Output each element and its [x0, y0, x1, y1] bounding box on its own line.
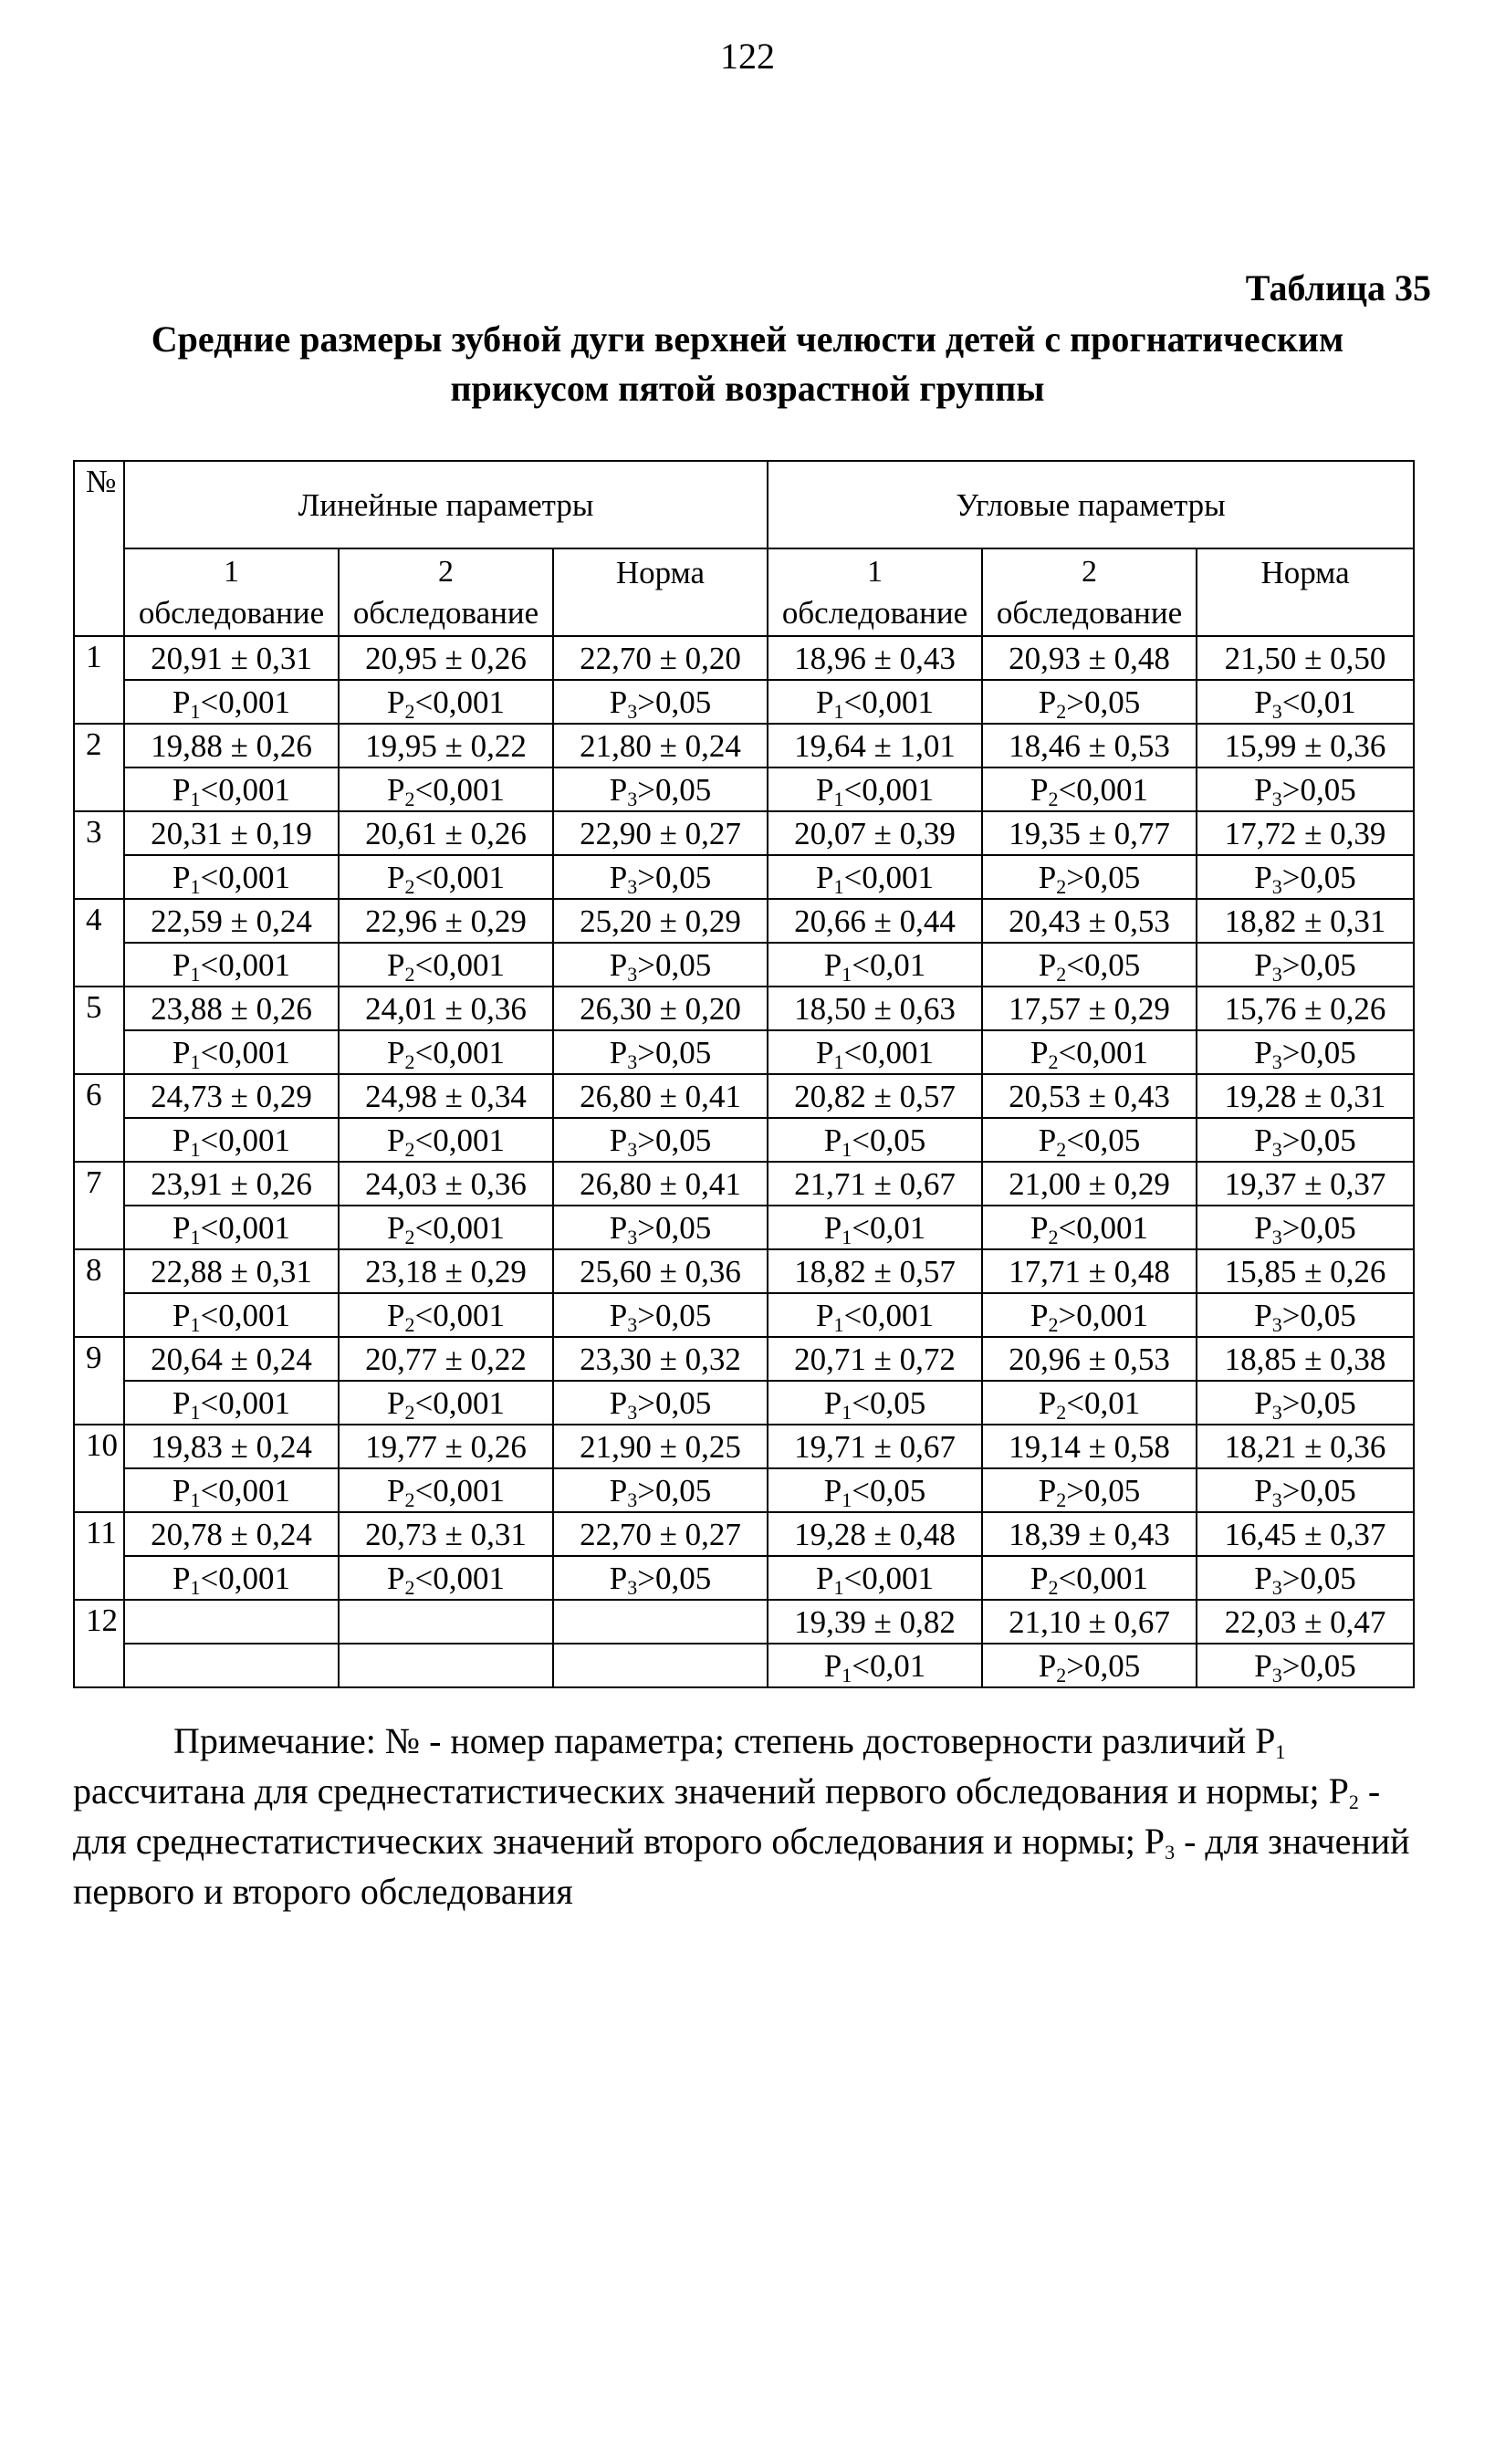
table-row-pvalues — [74, 943, 1414, 987]
table-row-values — [74, 1425, 1414, 1468]
value-cell: 18,85 ± 0,38 — [1197, 1337, 1414, 1381]
row-number: 8 — [74, 1249, 124, 1337]
value-cell: 20,73 ± 0,31 — [339, 1512, 553, 1556]
value-cell — [553, 1600, 768, 1644]
p-value-cell: $P_2<0,001$ — [339, 680, 553, 724]
header-sub-cell: 2 обследование — [982, 548, 1197, 636]
p-value-cell: $P_3>0,05$ — [1197, 1644, 1414, 1687]
value-cell: 20,66 ± 0,44 — [768, 899, 982, 943]
value-cell: 20,93 ± 0,48 — [982, 636, 1197, 680]
p-value-cell: $P_2>0,05$ — [982, 855, 1197, 899]
p-value-cell: $P_3>0,05$ — [553, 855, 768, 899]
value-cell: 21,71 ± 0,67 — [768, 1162, 982, 1206]
p-value-cell: $P_2<0,001$ — [339, 855, 553, 899]
value-cell: 19,28 ± 0,48 — [768, 1512, 982, 1556]
value-cell: 18,21 ± 0,36 — [1197, 1425, 1414, 1468]
value-cell: 26,30 ± 0,20 — [553, 987, 768, 1030]
header-row-groups — [74, 461, 1414, 548]
table-row-pvalues — [74, 1030, 1414, 1074]
table-row-pvalues — [74, 680, 1414, 724]
p-value-cell: $P_1<0,05$ — [768, 1118, 982, 1162]
value-cell: 24,01 ± 0,36 — [339, 987, 553, 1030]
value-cell: 26,80 ± 0,41 — [553, 1074, 768, 1118]
p-value-cell: $P_3>0,05$ — [553, 680, 768, 724]
p-value-cell: $P_2<0,001$ — [982, 1556, 1197, 1600]
value-cell: 21,80 ± 0,24 — [553, 724, 768, 767]
p-value-cell: $P_1<0,001$ — [124, 943, 339, 987]
p-value-cell: $P_1<0,001$ — [124, 1030, 339, 1074]
value-cell: 24,98 ± 0,34 — [339, 1074, 553, 1118]
value-cell: 19,88 ± 0,26 — [124, 724, 339, 767]
p-value-cell: $P_2>0,05$ — [982, 1644, 1197, 1687]
value-cell: 17,72 ± 0,39 — [1197, 811, 1414, 855]
p-value-cell: $P_3>0,05$ — [1197, 1293, 1414, 1337]
value-cell: 20,43 ± 0,53 — [982, 899, 1197, 943]
p-value-cell: $P_1<0,001$ — [124, 1206, 339, 1249]
value-cell: 22,70 ± 0,20 — [553, 636, 768, 680]
value-cell: 20,71 ± 0,72 — [768, 1337, 982, 1381]
row-number: 12 — [74, 1600, 124, 1687]
table-row-pvalues — [74, 1206, 1414, 1249]
table-row-pvalues — [74, 1381, 1414, 1425]
value-cell: 25,20 ± 0,29 — [553, 899, 768, 943]
p-value-cell: $P_2<0,001$ — [982, 767, 1197, 811]
p-value-cell: $P_1<0,001$ — [768, 767, 982, 811]
p-value-cell: $P_1<0,01$ — [768, 1644, 982, 1687]
p-value-cell: $P_3>0,05$ — [553, 1556, 768, 1600]
value-cell: 19,64 ± 1,01 — [768, 724, 982, 767]
value-cell: 20,91 ± 0,31 — [124, 636, 339, 680]
p-value-cell: $P_3>0,05$ — [1197, 943, 1414, 987]
p-value-cell: $P_3>0,05$ — [553, 1381, 768, 1425]
p-value-cell: $P_1<0,001$ — [768, 855, 982, 899]
table-row-pvalues — [74, 1556, 1414, 1600]
value-cell: 25,60 ± 0,36 — [553, 1249, 768, 1293]
value-cell: 20,82 ± 0,57 — [768, 1074, 982, 1118]
p-value-cell — [553, 1644, 768, 1687]
p-value-cell — [124, 1644, 339, 1687]
value-cell: 21,50 ± 0,50 — [1197, 636, 1414, 680]
p-value-cell: $P_3<0,01$ — [1197, 680, 1414, 724]
value-cell: 20,31 ± 0,19 — [124, 811, 339, 855]
value-cell: 22,96 ± 0,29 — [339, 899, 553, 943]
value-cell: 24,03 ± 0,36 — [339, 1162, 553, 1206]
p-value-cell — [339, 1644, 553, 1687]
table-row-values — [74, 1337, 1414, 1381]
value-cell: 19,35 ± 0,77 — [982, 811, 1197, 855]
table-title — [55, 315, 1440, 413]
header-linear-params: Линейные параметры — [124, 461, 768, 548]
value-cell: 17,57 ± 0,29 — [982, 987, 1197, 1030]
value-cell: 23,18 ± 0,29 — [339, 1249, 553, 1293]
value-cell: 18,82 ± 0,57 — [768, 1249, 982, 1293]
header-angular-params: Угловые параметры — [768, 461, 1414, 548]
p-value-cell: $P_1<0,001$ — [124, 680, 339, 724]
p-value-cell: $P_3>0,05$ — [1197, 1556, 1414, 1600]
p-value-cell: $P_3>0,05$ — [553, 1468, 768, 1512]
value-cell: 18,46 ± 0,53 — [982, 724, 1197, 767]
value-cell: 19,77 ± 0,26 — [339, 1425, 553, 1468]
p-value-cell: $P_3>0,05$ — [1197, 1030, 1414, 1074]
p-value-cell: $P_1<0,001$ — [124, 1556, 339, 1600]
value-cell: 22,03 ± 0,47 — [1197, 1600, 1414, 1644]
value-cell: 19,28 ± 0,31 — [1197, 1074, 1414, 1118]
value-cell — [124, 1600, 339, 1644]
table-row-pvalues — [74, 767, 1414, 811]
p-value-cell: $P_3>0,05$ — [1197, 1118, 1414, 1162]
p-value-cell: $P_2<0,05$ — [982, 943, 1197, 987]
p-value-cell: $P_2<0,01$ — [982, 1381, 1197, 1425]
header-row-subcolumns — [74, 548, 1414, 636]
table-row-values — [74, 1162, 1414, 1206]
p-value-cell: $P_3>0,05$ — [1197, 1468, 1414, 1512]
header-sub-cell: 2 обследование — [339, 548, 553, 636]
value-cell: 18,39 ± 0,43 — [982, 1512, 1197, 1556]
p-value-cell: $P_2<0,001$ — [339, 1381, 553, 1425]
p-value-cell: $P_3>0,05$ — [1197, 1381, 1414, 1425]
header-num: № — [74, 461, 124, 636]
value-cell: 26,80 ± 0,41 — [553, 1162, 768, 1206]
p-value-cell: $P_3>0,05$ — [1197, 1206, 1414, 1249]
p-value-cell: $P_3>0,05$ — [553, 943, 768, 987]
value-cell: 23,30 ± 0,32 — [553, 1337, 768, 1381]
table-row-values — [74, 1074, 1414, 1118]
value-cell: 16,45 ± 0,37 — [1197, 1512, 1414, 1556]
row-number: 3 — [74, 811, 124, 899]
p-value-cell: $P_1<0,001$ — [124, 1118, 339, 1162]
p-value-cell: $P_1<0,001$ — [124, 1468, 339, 1512]
table-row-pvalues — [74, 1644, 1414, 1687]
value-cell: 24,73 ± 0,29 — [124, 1074, 339, 1118]
value-cell: 19,14 ± 0,58 — [982, 1425, 1197, 1468]
p-value-cell: $P_2<0,001$ — [982, 1030, 1197, 1074]
p-value-cell: $P_3>0,05$ — [553, 767, 768, 811]
table-row-values — [74, 724, 1414, 767]
table-row-pvalues — [74, 855, 1414, 899]
row-number: 2 — [74, 724, 124, 811]
value-cell: 20,95 ± 0,26 — [339, 636, 553, 680]
table-row-values — [74, 1600, 1414, 1644]
value-cell: 21,10 ± 0,67 — [982, 1600, 1197, 1644]
p-value-cell: $P_3>0,05$ — [1197, 767, 1414, 811]
p-value-cell: $P_2>0,05$ — [982, 1468, 1197, 1512]
value-cell: 19,71 ± 0,67 — [768, 1425, 982, 1468]
value-cell: 20,96 ± 0,53 — [982, 1337, 1197, 1381]
p-value-cell: $P_3>0,05$ — [553, 1030, 768, 1074]
value-cell: 15,85 ± 0,26 — [1197, 1249, 1414, 1293]
value-cell: 18,96 ± 0,43 — [768, 636, 982, 680]
table-row-pvalues — [74, 1293, 1414, 1337]
value-cell: 19,39 ± 0,82 — [768, 1600, 982, 1644]
p-value-cell: $P_3>0,05$ — [553, 1118, 768, 1162]
header-sub-cell: 1 обследование — [124, 548, 339, 636]
row-number: 5 — [74, 987, 124, 1074]
row-number: 11 — [74, 1512, 124, 1600]
value-cell: 19,83 ± 0,24 — [124, 1425, 339, 1468]
p-value-cell: $P_2>0,05$ — [982, 680, 1197, 724]
p-value-cell: $P_2<0,001$ — [982, 1206, 1197, 1249]
row-number: 6 — [74, 1074, 124, 1162]
value-cell: 22,88 ± 0,31 — [124, 1249, 339, 1293]
table-row-pvalues — [74, 1118, 1414, 1162]
value-cell: 20,61 ± 0,26 — [339, 811, 553, 855]
p-value-cell: $P_1<0,001$ — [124, 1381, 339, 1425]
p-value-cell: $P_1<0,001$ — [124, 767, 339, 811]
header-sub-cell: Норма — [553, 548, 768, 636]
p-value-cell: $P_1<0,001$ — [124, 1293, 339, 1337]
p-value-cell: $P_1<0,001$ — [768, 1030, 982, 1074]
page-number: 122 — [720, 36, 775, 77]
row-number: 4 — [74, 899, 124, 987]
p-value-cell: $P_2<0,05$ — [982, 1118, 1197, 1162]
value-cell: 20,77 ± 0,22 — [339, 1337, 553, 1381]
p-value-cell: $P_1<0,05$ — [768, 1381, 982, 1425]
value-cell: 19,95 ± 0,22 — [339, 724, 553, 767]
p-value-cell: $P_2>0,001$ — [982, 1293, 1197, 1337]
footnote: Примечание: № - номер параметра; степень достоверности различий $P_1$ рассчитана для среднестатистических значений первого обследования и нормы; $P_2$ - для среднестатистических значений второго обследования и нормы; $P_3$ - для значений первого и второго обследования — [73, 1720, 1410, 1912]
value-cell: 22,59 ± 0,24 — [124, 899, 339, 943]
p-value-cell: $P_1<0,05$ — [768, 1468, 982, 1512]
p-value-cell: $P_3>0,05$ — [1197, 855, 1414, 899]
p-value-cell: $P_2<0,001$ — [339, 943, 553, 987]
p-value-cell: $P_2<0,001$ — [339, 767, 553, 811]
p-value-cell: $P_2<0,001$ — [339, 1468, 553, 1512]
value-cell: 22,90 ± 0,27 — [553, 811, 768, 855]
value-cell: 23,88 ± 0,26 — [124, 987, 339, 1030]
value-cell: 23,91 ± 0,26 — [124, 1162, 339, 1206]
value-cell: 15,76 ± 0,26 — [1197, 987, 1414, 1030]
p-value-cell: $P_2<0,001$ — [339, 1556, 553, 1600]
row-number: 1 — [74, 636, 124, 724]
table-row-values — [74, 811, 1414, 855]
value-cell: 20,07 ± 0,39 — [768, 811, 982, 855]
p-value-cell: $P_1<0,01$ — [768, 943, 982, 987]
p-value-cell: $P_1<0,001$ — [768, 680, 982, 724]
value-cell: 18,50 ± 0,63 — [768, 987, 982, 1030]
value-cell: 21,00 ± 0,29 — [982, 1162, 1197, 1206]
table-row-values — [74, 636, 1414, 680]
value-cell: 20,53 ± 0,43 — [982, 1074, 1197, 1118]
p-value-cell: $P_2<0,001$ — [339, 1118, 553, 1162]
p-value-cell: $P_2<0,001$ — [339, 1206, 553, 1249]
table-row-pvalues — [74, 1468, 1414, 1512]
p-value-cell: $P_1<0,001$ — [768, 1556, 982, 1600]
p-value-cell: $P_1<0,01$ — [768, 1206, 982, 1249]
value-cell: 20,78 ± 0,24 — [124, 1512, 339, 1556]
value-cell: 21,90 ± 0,25 — [553, 1425, 768, 1468]
value-cell: 17,71 ± 0,48 — [982, 1249, 1197, 1293]
table-label: Таблица 35 — [1245, 267, 1431, 308]
p-value-cell: $P_2<0,001$ — [339, 1030, 553, 1074]
table-row-values — [74, 899, 1414, 943]
value-cell: 19,37 ± 0,37 — [1197, 1162, 1414, 1206]
p-value-cell: $P_1<0,001$ — [768, 1293, 982, 1337]
data-table — [73, 460, 1415, 1688]
p-value-cell: $P_3>0,05$ — [553, 1206, 768, 1249]
row-number: 10 — [74, 1425, 124, 1512]
value-cell — [339, 1600, 553, 1644]
table-row-values — [74, 987, 1414, 1030]
header-sub-cell: Норма — [1197, 548, 1414, 636]
value-cell: 20,64 ± 0,24 — [124, 1337, 339, 1381]
p-value-cell: $P_3>0,05$ — [553, 1293, 768, 1337]
table-row-values — [74, 1512, 1414, 1556]
value-cell: 18,82 ± 0,31 — [1197, 899, 1414, 943]
header-sub-cell: 1 обследование — [768, 548, 982, 636]
row-number: 7 — [74, 1162, 124, 1249]
row-number: 9 — [74, 1337, 124, 1425]
table-row-values — [74, 1249, 1414, 1293]
value-cell: 22,70 ± 0,27 — [553, 1512, 768, 1556]
value-cell: 15,99 ± 0,36 — [1197, 724, 1414, 767]
table-title-line-1: Средние размеры зубной дуги верхней челюсти детей с прогнатическим — [151, 318, 1344, 360]
p-value-cell: $P_1<0,001$ — [124, 855, 339, 899]
p-value-cell: $P_2<0,001$ — [339, 1293, 553, 1337]
table-title-line-2: прикусом пятой возрастной группы — [450, 368, 1045, 409]
